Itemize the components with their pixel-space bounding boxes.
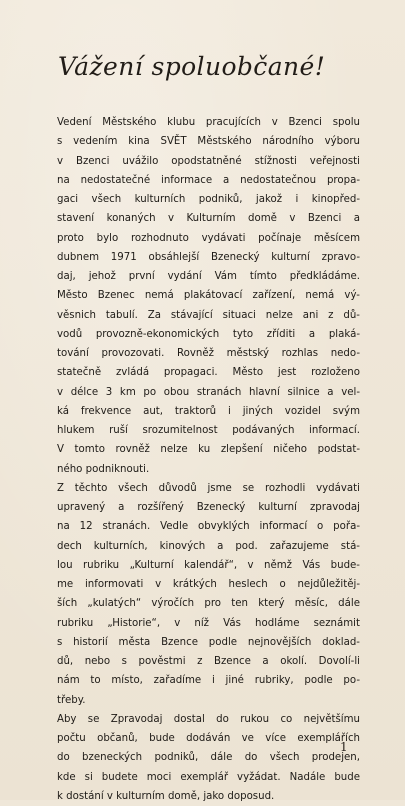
text-line: dech kulturních, kinových a pod. zařazujeme stá- <box>57 540 360 552</box>
page-number: 1 <box>340 740 348 754</box>
text-line: dubnem 1971 obsáhlejší Bzenecký kulturní zpravo- <box>57 251 360 263</box>
text-line: ších „kulatých“ výročích pro ten který měsíc, dále <box>57 598 360 610</box>
text-line: do bzeneckých podniků, dále do všech prodejen, <box>57 752 360 764</box>
text-line: upravený a rozšířený Bzenecký kulturní zpravodaj <box>57 502 360 513</box>
text-line: v délce 3 km po obou stranách hlavní silnice a vel- <box>57 386 360 398</box>
text-line: lou rubriku „Kulturní kalendář“, v němž Vás bude- <box>57 559 360 571</box>
text-line: k dostání v kulturním domě, jako doposud. <box>57 790 275 802</box>
text-line: ká frekvence aut, traktorů i jiných vozidel svým <box>57 405 360 417</box>
text-line: na nedostatečné informace a nedostatečnou propa- <box>57 174 360 186</box>
text-line: stavení konaných v Kulturním domě v Bzenci a <box>57 213 360 225</box>
text-line: gaci všech kulturních podniků, jakož i kinopřed- <box>57 194 360 205</box>
text-line: vodů provozně-ekonomických tyto zříditi a plaká- <box>57 328 360 340</box>
text-line: na 12 stranách. Vedle obvyklých informací o pořa- <box>57 521 360 533</box>
text-line: počtu občanů, bude dodáván ve více exemplářích <box>57 733 360 744</box>
text-line: Aby se Zpravodaj dostal do rukou co největšímu <box>57 713 360 725</box>
text-line: s vedením kina SVĚT Městského národního výboru <box>57 136 360 148</box>
text-line: me informovati v krátkých heslech o nejdůležitěj- <box>57 579 360 590</box>
text-line: Z těchto všech důvodů jsme se rozhodli vydávati <box>57 482 360 494</box>
text-line: v Bzenci uvážilo opodstatněné stížnosti veřejnosti <box>57 155 360 167</box>
text-line: s historií města Bzence podle nejnovějších doklad- <box>57 636 360 648</box>
text-line: daj, jehož první vydání Vám tímto předkládáme. <box>57 271 360 282</box>
text-line: kde si budete moci exemplář vyžádat. Nadále bude <box>57 771 360 783</box>
text-line: Město Bzenec nemá plakátovací zařízení, nemá vý- <box>57 290 360 302</box>
text-line: ného podniknouti. <box>57 463 150 475</box>
body-text <box>57 113 360 806</box>
text-line: věsnich tabulí. Za stávající situaci nelze ani z dů- <box>57 309 360 321</box>
text-line: hlukem ruší srozumitelnost podávaných informací. <box>57 425 360 436</box>
text-line: Vedení Městského klubu pracujících v Bzenci spolu <box>57 117 360 128</box>
text-line: proto bylo rozhodnuto vydávati počínaje měsícem <box>57 232 360 244</box>
text-line: tování provozovati. Rovněž městský rozhlas nedo- <box>57 348 360 359</box>
text-line: rubriku „Historie“, v níž Vás hodláme seznámit <box>57 617 360 629</box>
page-title: Vážení spoluobčané! <box>58 52 326 81</box>
text-line: nám to místo, zařadíme i jiné rubriky, podle po- <box>57 675 360 687</box>
text-line: dů, nebo s pověstmi z Bzence a okolí. Dovolí-li <box>57 656 360 667</box>
text-line: V tomto rovněž nelze ku zlepšení ničeho podstat- <box>57 444 360 456</box>
text-line: statečně zvládá propagaci. Město jest rozloženo <box>57 367 360 379</box>
text-line: třeby. <box>57 694 86 706</box>
